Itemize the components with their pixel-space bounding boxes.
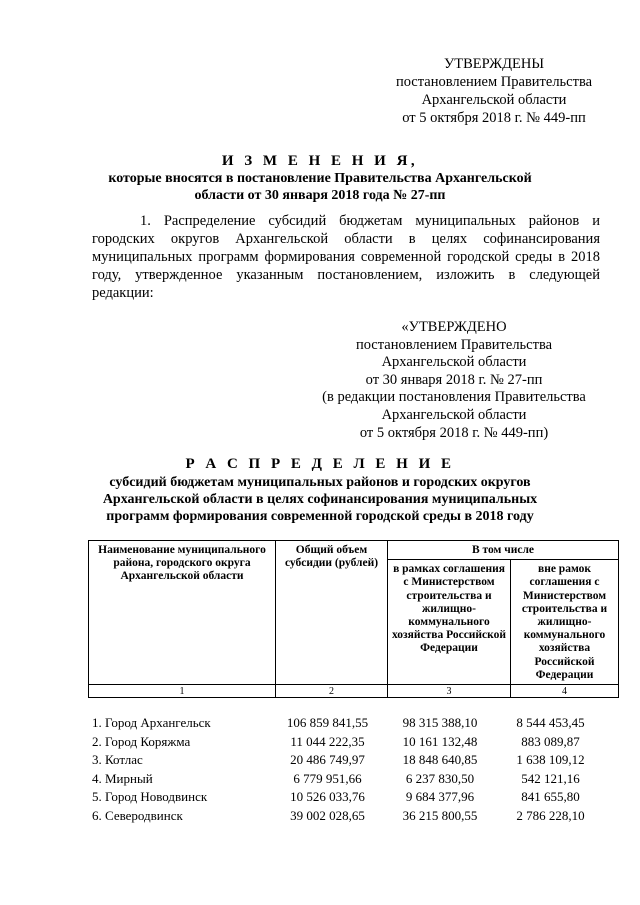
- changes-subtitle-line: которые вносятся в постановление Правительства Архангельской: [108, 171, 532, 186]
- header-including: В том числе: [388, 541, 619, 560]
- column-number: 1: [89, 685, 276, 698]
- row-outside: 542 121,16: [521, 770, 580, 786]
- row-within: 10 161 132,48: [402, 733, 478, 749]
- approval-line: (в редакции постановления Правительства: [322, 389, 586, 406]
- row-municipality: 4. Мирный: [92, 770, 153, 786]
- row-total: 39 002 028,65: [290, 807, 365, 823]
- approval-line: от 30 января 2018 г. № 27-пп: [365, 371, 543, 388]
- changes-subtitle-line: области от 30 января 2018 года № 27-пп: [194, 188, 446, 203]
- row-total: 6 779 951,66: [293, 770, 362, 786]
- row-municipality: 1. Город Архангельск: [92, 715, 211, 731]
- column-number: 2: [276, 685, 388, 698]
- approval-line: «УТВЕРЖДЕНО: [401, 319, 507, 335]
- approval-line: УТВЕРЖДЕНЫ: [443, 56, 545, 72]
- row-total: 10 526 033,76: [290, 789, 365, 805]
- approval-stamp: [380, 55, 608, 127]
- approval-stamp-2: [316, 319, 592, 442]
- row-outside: 2 786 228,10: [516, 807, 585, 823]
- distribution-title: Р А С П Р Е Д Е Л Е Н И Е: [185, 456, 455, 472]
- distribution-table-body: [88, 714, 602, 825]
- distribution-subtitle-line: Архангельской области в целях софинансирования муниципальных: [102, 492, 538, 507]
- table-row: [88, 751, 602, 770]
- row-outside: 1 638 109,12: [516, 752, 585, 768]
- row-outside: 841 655,80: [521, 789, 580, 805]
- column-number: 4: [511, 685, 619, 698]
- row-within: 6 237 830,50: [405, 770, 475, 786]
- changes-subtitle: [60, 170, 580, 204]
- distribution-subtitle: [60, 474, 580, 525]
- table-row: [88, 807, 602, 826]
- row-within: 98 315 388,10: [402, 715, 478, 731]
- column-number: 3: [388, 685, 511, 698]
- row-total: 106 859 841,55: [286, 715, 369, 731]
- approval-line: Архангельской области: [421, 92, 567, 108]
- header-outside-agreement: вне рамок соглашения с Министерством строительства и жилищно-коммунального хозяйства Российской Федерации: [511, 560, 619, 685]
- approval-line: от 5 октября 2018 г. № 449-пп: [402, 110, 586, 126]
- row-municipality: 5. Город Новодвинск: [92, 789, 208, 805]
- header-total-subsidy: Общий объем субсидии (рублей): [276, 541, 388, 685]
- row-municipality: 2. Город Коряжма: [92, 733, 191, 749]
- approval-line: Архангельской области: [381, 406, 527, 423]
- distribution-table-header: [88, 540, 619, 698]
- row-municipality: 6. Северодвинск: [92, 807, 183, 823]
- row-municipality: 3. Котлас: [92, 752, 143, 768]
- table-row: [88, 788, 602, 807]
- changes-title: И З М Е Н Е Н И Я,: [221, 153, 419, 169]
- distribution-subtitle-line: субсидий бюджетам муниципальных районов и городских округов: [109, 475, 531, 490]
- paragraph-1: 1. Распределение субсидий бюджетам муниципальных районов и городских округов Архангельской области в целях софинансирования муниципальных программ формирования современной городской среды в 2018 году, утвержденное указанным постановлением, изложить в следующей редакции:: [92, 213, 600, 301]
- row-total: 20 486 749,97: [290, 752, 365, 768]
- table-row: [88, 714, 602, 733]
- distribution-subtitle-line: программ формирования современной городской среды в 2018 году: [106, 509, 534, 524]
- row-total: 11 044 222,35: [290, 733, 365, 749]
- header-municipality: Наименование муниципального района, городского округа Архангельской области: [89, 541, 276, 685]
- table-row: [88, 770, 602, 789]
- approval-line: постановлением Правительства: [355, 336, 553, 353]
- approval-line: от 5 октября 2018 г. № 449-пп): [359, 424, 549, 441]
- row-within: 36 215 800,55: [402, 807, 478, 823]
- row-within: 18 848 640,85: [402, 752, 478, 768]
- row-outside: 883 089,87: [521, 733, 580, 749]
- approval-line: Архангельской области: [381, 354, 527, 371]
- approval-line: постановлением Правительства: [395, 74, 593, 90]
- row-within: 9 684 377,96: [405, 789, 475, 805]
- table-row: [88, 733, 602, 752]
- header-within-agreement: в рамках соглашения с Министерством строительства и жилищно-коммунального хозяйства Российской Федерации: [388, 560, 511, 685]
- row-outside: 8 544 453,45: [516, 715, 585, 731]
